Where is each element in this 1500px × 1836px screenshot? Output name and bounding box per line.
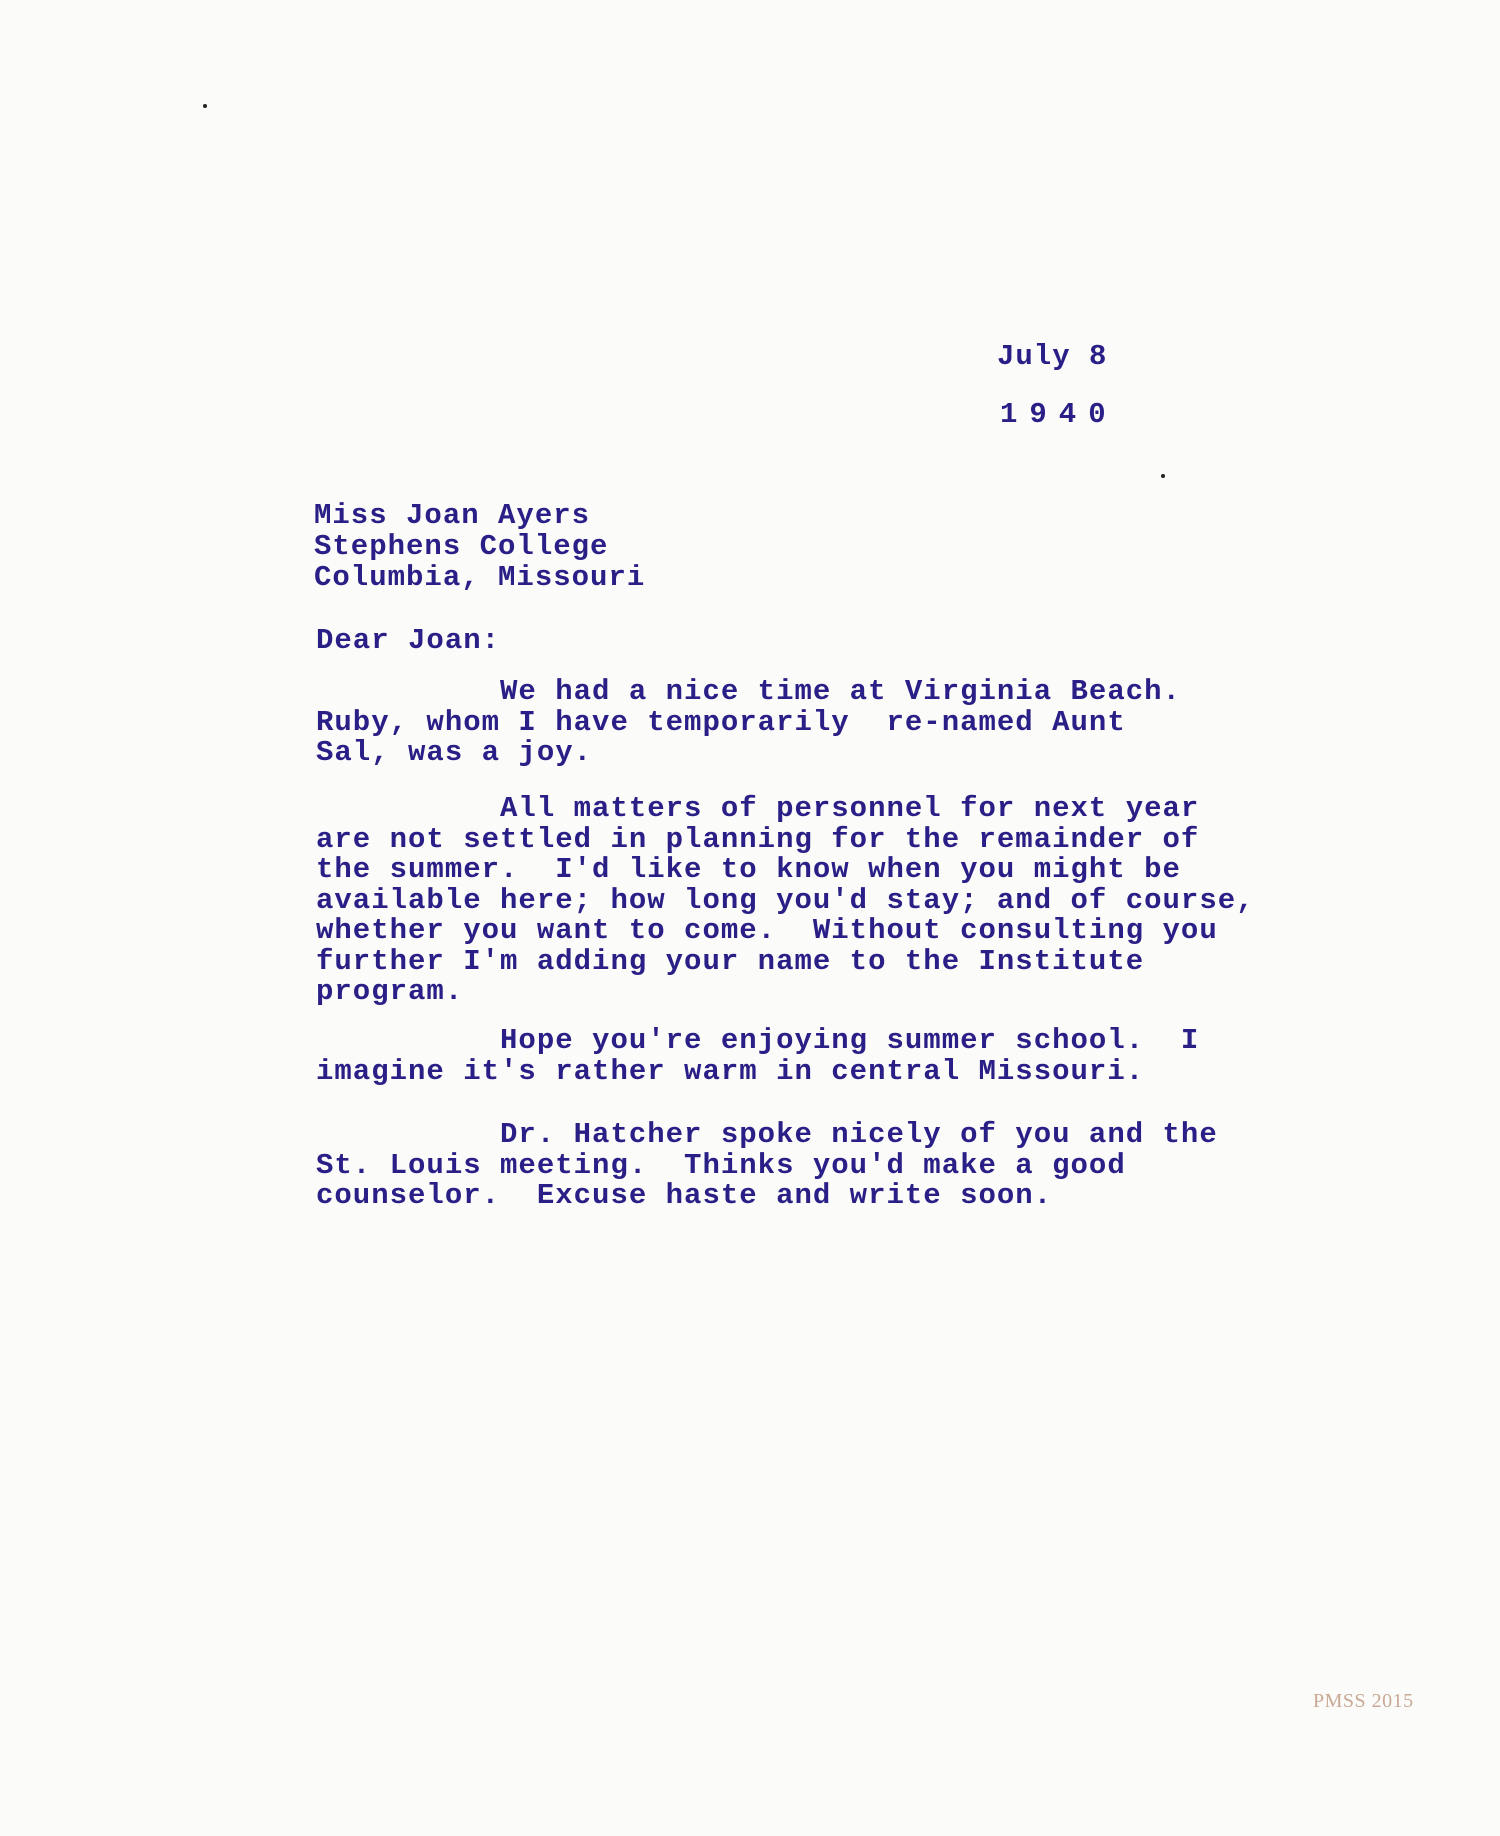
recipient-name: Miss Joan Ayers xyxy=(314,499,591,532)
archive-stamp: PMSS 2015 xyxy=(1313,1690,1414,1712)
body-paragraph: All matters of personnel for next year are not settled in planning for the remainder of the summer. I'd like to know when you might be available here; how long you'd stay; and of course, whether you want to come. Without consulting you further I'm adding your name to the Institute program. xyxy=(316,792,1255,1008)
body-paragraph: We had a nice time at Virginia Beach. Ruby, whom I have temporarily re-named Aunt Sal, was a joy. xyxy=(316,675,1181,769)
body-paragraph: Hope you're enjoying summer school. I imagine it's rather warm in central Missouri. xyxy=(316,1024,1200,1088)
salutation: Dear Joan: xyxy=(316,624,501,657)
paper-speck xyxy=(203,104,207,108)
letter-date: July 8 xyxy=(997,340,1108,373)
body-paragraph: Dr. Hatcher spoke nicely of you and the St. Louis meeting. Thinks you'd make a good counselor. Excuse haste and write soon. xyxy=(316,1118,1218,1212)
recipient-institution: Stephens College xyxy=(314,530,609,563)
recipient-location: Columbia, Missouri xyxy=(314,561,646,594)
letter-year: 1940 xyxy=(1000,398,1118,431)
paper-speck xyxy=(1161,474,1165,478)
